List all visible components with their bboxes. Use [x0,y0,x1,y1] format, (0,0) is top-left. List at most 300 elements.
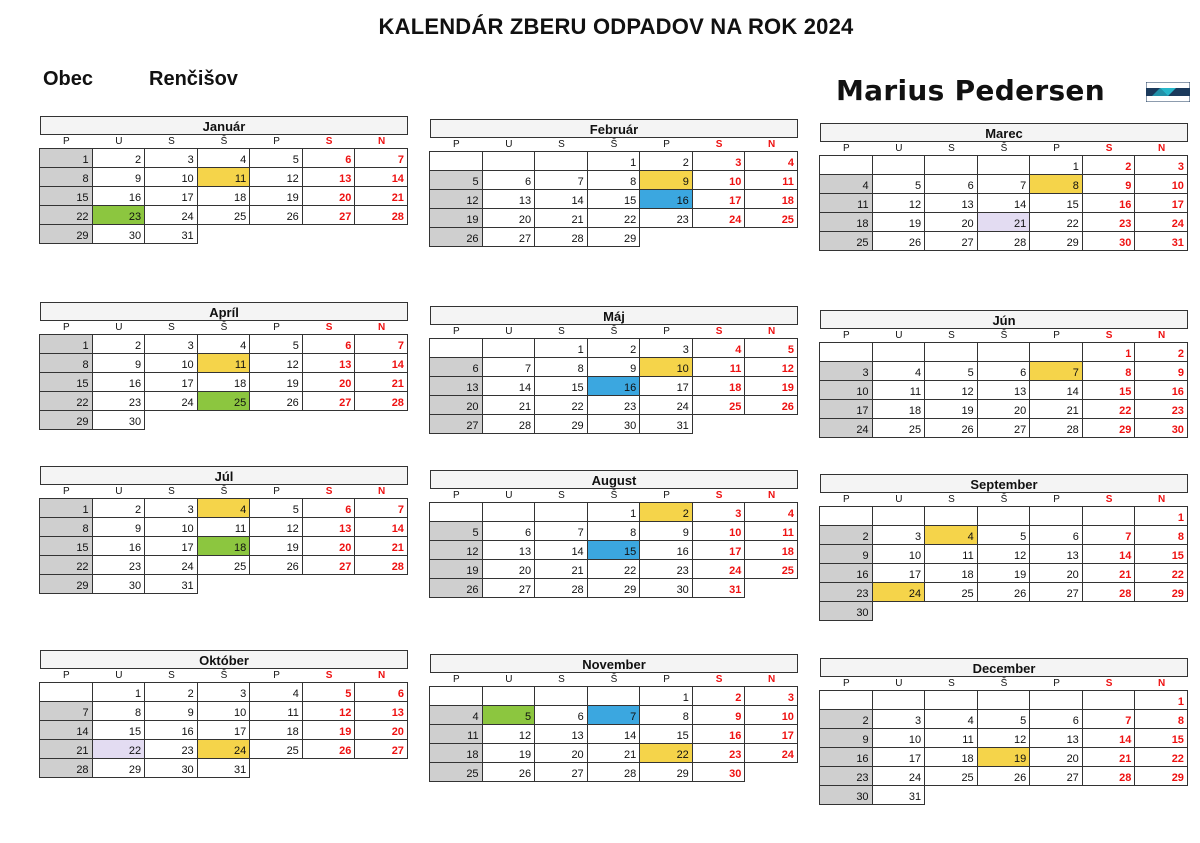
day-cell: 2 [587,338,641,358]
day-cell: 11 [249,701,303,721]
day-cell: 21 [1082,563,1136,583]
day-cell: 12 [429,540,483,560]
collection-day-cell: 10 [639,357,693,377]
day-cell: 14 [354,353,408,373]
day-cell: 16 [819,747,873,767]
empty-cell [1082,690,1136,710]
day-grid [820,343,1188,438]
day-cell: 3 [692,502,746,522]
blank-space [1135,786,1188,806]
day-cell: 13 [534,724,588,744]
day-cell: 7 [39,701,93,721]
day-cell: 17 [197,720,251,740]
empty-cell [482,686,536,706]
day-grid [430,687,798,783]
day-cell: 5 [249,334,303,354]
collection-day-cell: 24 [197,739,251,759]
day-cell: 15 [639,724,693,744]
day-cell: 17 [144,372,198,392]
day-cell: 28 [534,578,588,598]
day-cell: 24 [872,766,926,786]
blank-space [250,575,303,595]
day-cell: 1 [587,151,641,171]
day-cell: 14 [1082,544,1136,564]
empty-cell [429,151,483,171]
weekday-label: S [715,139,723,150]
day-cell: 21 [354,372,408,392]
day-cell: 20 [1029,563,1083,583]
weekday-label: S [325,670,333,681]
day-cell: 19 [249,186,303,206]
day-cell: 5 [977,709,1031,729]
day-cell: 18 [692,376,746,396]
day-cell: 11 [744,521,798,541]
day-cell: 10 [692,170,746,190]
blank-space [1135,602,1188,622]
weekday-label: S [168,486,175,497]
day-cell: 4 [692,338,746,358]
weekday-label: P [452,674,460,685]
day-cell: 20 [534,743,588,763]
day-cell: 4 [872,361,926,381]
day-cell: 8 [92,701,146,721]
day-cell: 20 [482,208,536,228]
weekday-header [430,489,798,503]
weekday-label: S [1105,330,1113,341]
day-cell: 8 [1134,525,1188,545]
day-cell: 29 [1082,418,1136,438]
day-cell: 1 [1134,690,1188,710]
day-cell: 25 [429,762,483,782]
day-cell: 25 [744,208,798,228]
weekday-label: S [948,143,955,154]
day-cell: 25 [924,582,978,602]
blank-space [355,225,408,245]
blank-space [355,411,408,431]
collection-day-cell: 7 [587,705,641,725]
day-cell: 18 [819,212,873,232]
weekday-label: P [62,670,70,681]
day-cell: 25 [744,559,798,579]
weekday-label: N [768,674,776,685]
day-cell: 20 [354,720,408,740]
month-name: November [430,654,798,673]
day-cell: 5 [302,682,356,702]
day-cell: 21 [534,559,588,579]
weekday-label: S [1105,494,1113,505]
month-8 [430,470,798,599]
day-cell: 30 [92,574,146,594]
day-cell: 3 [1134,155,1188,175]
day-cell: 17 [144,536,198,556]
day-cell: 26 [429,578,483,598]
day-cell: 10 [144,353,198,373]
brand-logo-icon [1146,82,1190,102]
day-cell: 1 [534,338,588,358]
weekday-label: P [452,326,460,337]
day-cell: 23 [1082,212,1136,232]
day-cell: 14 [534,189,588,209]
empty-cell [819,155,873,175]
day-cell: 6 [924,174,978,194]
day-cell: 29 [587,227,641,247]
day-cell: 26 [924,418,978,438]
day-cell: 13 [429,376,483,396]
day-cell: 20 [924,212,978,232]
blank-space [198,411,251,431]
day-cell: 18 [249,720,303,740]
day-cell: 4 [744,151,798,171]
day-grid [820,507,1188,622]
blank-space [355,759,408,779]
weekday-label: P [452,490,460,501]
day-cell: 22 [1082,399,1136,419]
day-cell: 23 [144,739,198,759]
weekday-label: S [1105,678,1113,689]
weekday-label: U [895,494,903,505]
month-1 [40,116,408,245]
day-cell: 1 [39,148,93,168]
day-cell: 13 [482,189,536,209]
day-cell: 10 [144,517,198,537]
day-cell: 11 [429,724,483,744]
day-cell: 7 [354,498,408,518]
day-cell: 31 [144,224,198,244]
month-12 [820,658,1188,806]
day-cell: 16 [1082,193,1136,213]
day-cell: 21 [482,395,536,415]
day-cell: 8 [639,705,693,725]
day-cell: 15 [1134,728,1188,748]
day-cell: 28 [977,231,1031,251]
day-cell: 9 [92,353,146,373]
day-cell: 14 [354,517,408,537]
weekday-label: S [715,490,723,501]
weekday-label: U [505,490,513,501]
day-cell: 29 [39,224,93,244]
day-cell: 21 [39,739,93,759]
day-cell: 12 [249,167,303,187]
day-cell: 9 [587,357,641,377]
month-3 [820,123,1188,251]
weekday-label: P [452,139,460,150]
day-cell: 20 [482,559,536,579]
day-cell: 7 [482,357,536,377]
month-name: December [820,658,1188,677]
day-cell: 23 [819,582,873,602]
day-cell: 28 [482,414,536,434]
day-cell: 27 [1029,766,1083,786]
weekday-label: P [273,670,280,681]
day-cell: 2 [819,525,873,545]
day-cell: 19 [977,563,1031,583]
weekday-label: U [895,330,903,341]
weekday-label: N [378,670,386,681]
empty-cell [977,155,1031,175]
day-cell: 5 [249,148,303,168]
day-cell: 20 [977,399,1031,419]
day-cell: 2 [92,498,146,518]
day-cell: 28 [354,555,408,575]
day-cell: 9 [692,705,746,725]
weekday-label: P [1053,678,1060,689]
day-grid [40,683,408,779]
blank-space [303,411,356,431]
day-cell: 13 [354,701,408,721]
day-grid [430,339,798,435]
weekday-header [430,325,798,339]
day-cell: 24 [144,555,198,575]
weekday-label: U [895,143,903,154]
day-cell: 29 [587,578,641,598]
day-cell: 1 [639,686,693,706]
weekday-label: S [325,322,333,333]
collection-day-cell: 4 [924,525,978,545]
day-cell: 3 [692,151,746,171]
day-cell: 14 [534,540,588,560]
day-cell: 5 [924,361,978,381]
day-cell: 26 [249,555,303,575]
day-cell: 1 [92,682,146,702]
day-cell: 2 [639,151,693,171]
empty-cell [872,506,926,526]
day-cell: 9 [92,167,146,187]
empty-cell [429,338,483,358]
blank-space [978,786,1031,806]
day-cell: 3 [744,686,798,706]
day-cell: 25 [197,555,251,575]
day-cell: 6 [302,148,356,168]
day-cell: 16 [1134,380,1188,400]
weekday-label: P [842,678,850,689]
day-cell: 13 [1029,728,1083,748]
month-name: Apríl [40,302,408,321]
empty-cell [924,342,978,362]
day-cell: 14 [587,724,641,744]
day-cell: 27 [977,418,1031,438]
day-cell: 6 [482,521,536,541]
day-cell: 30 [1134,418,1188,438]
day-cell: 22 [39,205,93,225]
day-cell: 14 [1029,380,1083,400]
day-cell: 6 [534,705,588,725]
day-cell: 1 [39,498,93,518]
collection-day-cell: 11 [197,167,251,187]
day-cell: 26 [429,227,483,247]
day-cell: 15 [92,720,146,740]
weekday-label: P [273,486,280,497]
day-cell: 15 [534,376,588,396]
day-cell: 30 [639,578,693,598]
blank-space [745,415,798,435]
day-cell: 24 [639,395,693,415]
day-cell: 5 [744,338,798,358]
day-cell: 27 [302,391,356,411]
month-6 [820,310,1188,438]
day-cell: 27 [302,205,356,225]
day-cell: 2 [144,682,198,702]
day-cell: 13 [1029,544,1083,564]
day-cell: 4 [924,709,978,729]
day-cell: 8 [39,517,93,537]
collection-day-cell: 21 [977,212,1031,232]
day-cell: 1 [39,334,93,354]
weekday-label: N [378,486,386,497]
day-cell: 7 [354,148,408,168]
day-cell: 24 [692,208,746,228]
day-cell: 16 [692,724,746,744]
collection-day-cell: 5 [482,705,536,725]
collection-day-cell: 22 [639,743,693,763]
weekday-label: Š [220,322,228,333]
day-cell: 14 [1082,728,1136,748]
weekday-label: S [168,136,175,147]
weekday-label: S [325,136,333,147]
blank-space [693,228,746,248]
blank-space [303,575,356,595]
blank-space [873,602,926,622]
blank-space [745,228,798,248]
day-cell: 6 [302,498,356,518]
weekday-header [820,142,1188,156]
weekday-label: U [115,136,123,147]
weekday-label: N [1158,678,1166,689]
blank-space [303,759,356,779]
day-cell: 6 [482,170,536,190]
weekday-label: P [842,143,850,154]
weekday-label: S [1105,143,1113,154]
day-cell: 7 [534,170,588,190]
day-grid [820,691,1188,806]
empty-cell [482,151,536,171]
day-cell: 6 [429,357,483,377]
day-cell: 13 [302,517,356,537]
weekday-header [430,138,798,152]
day-cell: 9 [1134,361,1188,381]
day-cell: 23 [92,391,146,411]
weekday-label: N [768,326,776,337]
empty-cell [587,686,641,706]
weekday-label: S [168,322,175,333]
weekday-label: N [1158,143,1166,154]
blank-space [978,602,1031,622]
weekday-label: P [1053,330,1060,341]
day-cell: 16 [639,540,693,560]
day-cell: 18 [744,540,798,560]
day-cell: 27 [482,227,536,247]
day-cell: 21 [1082,747,1136,767]
day-cell: 9 [819,728,873,748]
day-cell: 23 [587,395,641,415]
day-cell: 5 [429,521,483,541]
day-cell: 3 [144,334,198,354]
empty-cell [429,502,483,522]
day-cell: 2 [92,334,146,354]
day-cell: 6 [1029,709,1083,729]
day-cell: 30 [692,762,746,782]
day-cell: 19 [482,743,536,763]
day-cell: 12 [429,189,483,209]
month-9 [820,474,1188,622]
day-cell: 26 [872,231,926,251]
day-cell: 31 [197,758,251,778]
blank-space [1030,786,1083,806]
day-cell: 12 [482,724,536,744]
day-cell: 26 [977,582,1031,602]
weekday-label: Š [610,490,618,501]
day-cell: 29 [534,414,588,434]
day-cell: 22 [1134,747,1188,767]
collection-day-cell: 19 [977,747,1031,767]
day-grid [820,156,1188,251]
day-cell: 13 [302,167,356,187]
empty-cell [1029,690,1083,710]
day-cell: 11 [819,193,873,213]
day-cell: 27 [302,555,356,575]
weekday-label: P [842,494,850,505]
day-cell: 19 [249,536,303,556]
blank-space [198,225,251,245]
day-cell: 15 [1134,544,1188,564]
weekday-label: U [505,326,513,337]
day-cell: 26 [977,766,1031,786]
day-cell: 26 [482,762,536,782]
month-name: Marec [820,123,1188,142]
day-cell: 7 [1082,525,1136,545]
collection-day-cell: 18 [197,536,251,556]
blank-space [1083,786,1136,806]
blank-space [745,763,798,783]
day-cell: 10 [1134,174,1188,194]
weekday-label: P [663,139,670,150]
weekday-label: P [663,490,670,501]
blank-space [925,602,978,622]
empty-cell [819,342,873,362]
day-grid [40,499,408,595]
month-name: Február [430,119,798,138]
day-cell: 19 [924,399,978,419]
day-cell: 28 [1082,766,1136,786]
weekday-label: Š [610,326,618,337]
day-cell: 18 [924,747,978,767]
day-cell: 17 [692,540,746,560]
day-cell: 10 [872,728,926,748]
day-cell: 19 [302,720,356,740]
day-cell: 4 [744,502,798,522]
weekday-label: Š [610,139,618,150]
day-cell: 28 [587,762,641,782]
weekday-label: U [115,486,123,497]
month-name: Január [40,116,408,135]
weekday-label: S [558,139,565,150]
day-cell: 25 [197,205,251,225]
weekday-label: S [948,494,955,505]
month-name: August [430,470,798,489]
weekday-label: U [115,670,123,681]
day-cell: 29 [92,758,146,778]
day-cell: 13 [977,380,1031,400]
weekday-label: S [558,326,565,337]
day-cell: 30 [1082,231,1136,251]
day-cell: 23 [639,559,693,579]
day-cell: 1 [1082,342,1136,362]
day-cell: 10 [197,701,251,721]
day-cell: 29 [39,410,93,430]
month-11 [430,654,798,783]
empty-cell [39,682,93,702]
weekday-label: N [768,490,776,501]
day-cell: 2 [1134,342,1188,362]
